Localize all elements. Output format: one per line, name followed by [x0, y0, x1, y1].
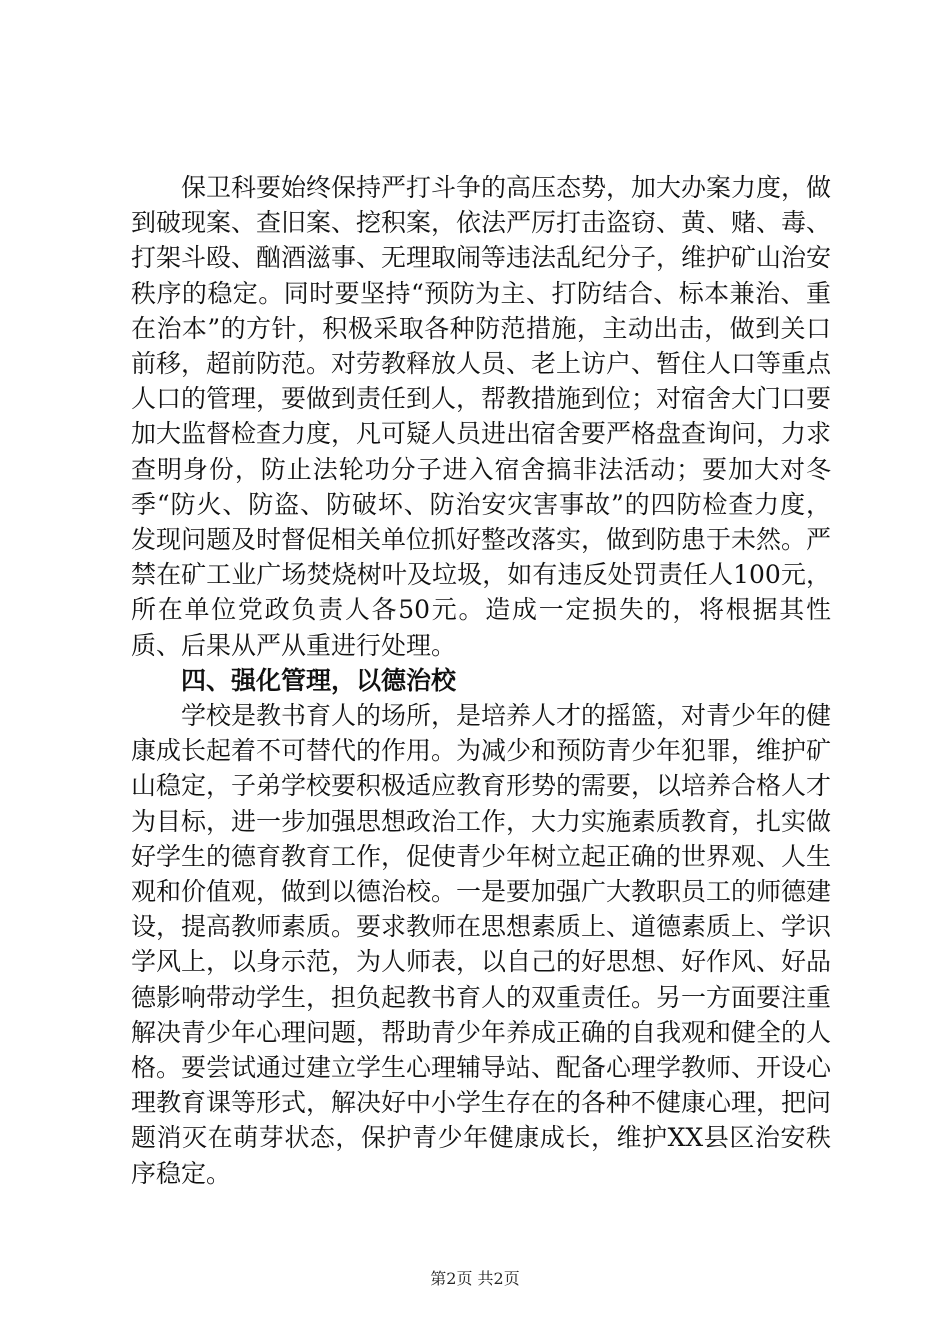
section-heading: 四、强化管理，以德治校: [181, 665, 457, 695]
document-body: [131, 170, 831, 1191]
paragraph-security-section: 保卫科要始终保持严打斗争的高压态势，加大办案力度，做到破现案、查旧案、挖积案，依法严厉打击盗窃、黄、赌、毒、打架斗殴、酗酒滋事、无理取闹等违法乱纪分子，维护矿山治安秩序的稳定。同时要坚持“预防为主、打防结合、标本兼治、重在治本”的方针，积极采取各种防范措施，主动出击，做到关口前移，超前防范。对劳教释放人员、老上访户、暂住人口等重点人口的管理，要做到责任到人，帮教措施到位；对宿舍大门口要加大监督检查力度，凡可疑人员进出宿舍要严格盘查询问，力求查明身份，防止法轮功分子进入宿舍搞非法活动；要加大对冬季“防火、防盗、防破坏、防治安灾害事故”的四防检查力度，发现问题及时督促相关单位抓好整改落实，做到防患于未然。严禁在矿工业广场焚烧树叶及垃圾，如有违反处罚责任人100元，所在单位党政负责人各50元。造成一定损失的，将根据其性质、后果从严从重进行处理。: [131, 173, 832, 660]
paragraph-school-section: 学校是教书育人的场所，是培养人才的摇篮，对青少年的健康成长起着不可替代的作用。为减少和预防青少年犯罪，维护矿山稳定，子弟学校要积极适应教育形势的需要，以培养合格人才为目标，进一步加强思想政治工作，大力实施素质教育，扎实做好学生的德育教育工作，促使青少年树立起正确的世界观、人生观和价值观，做到以德治校。一是要加强广大教职员工的师德建设，提高教师素质。要求教师在思想素质上、道德素质上、学识学风上，以身示范，为人师表，以自己的好思想、好作风、好品德影响带动学生，担负起教书育人的双重责任。另一方面要注重解决青少年心理问题，帮助青少年养成正确的自我观和健全的人格。要尝试通过建立学生心理辅导站、配备心理学教师、开设心理教育课等形式，解决好中小学生存在的各种不健康心理，把问题消灭在萌芽状态，保护青少年健康成长，维护XX县区治安秩序稳定。: [131, 701, 832, 1188]
page-number-footer: 第2页 共2页: [430, 1269, 520, 1288]
